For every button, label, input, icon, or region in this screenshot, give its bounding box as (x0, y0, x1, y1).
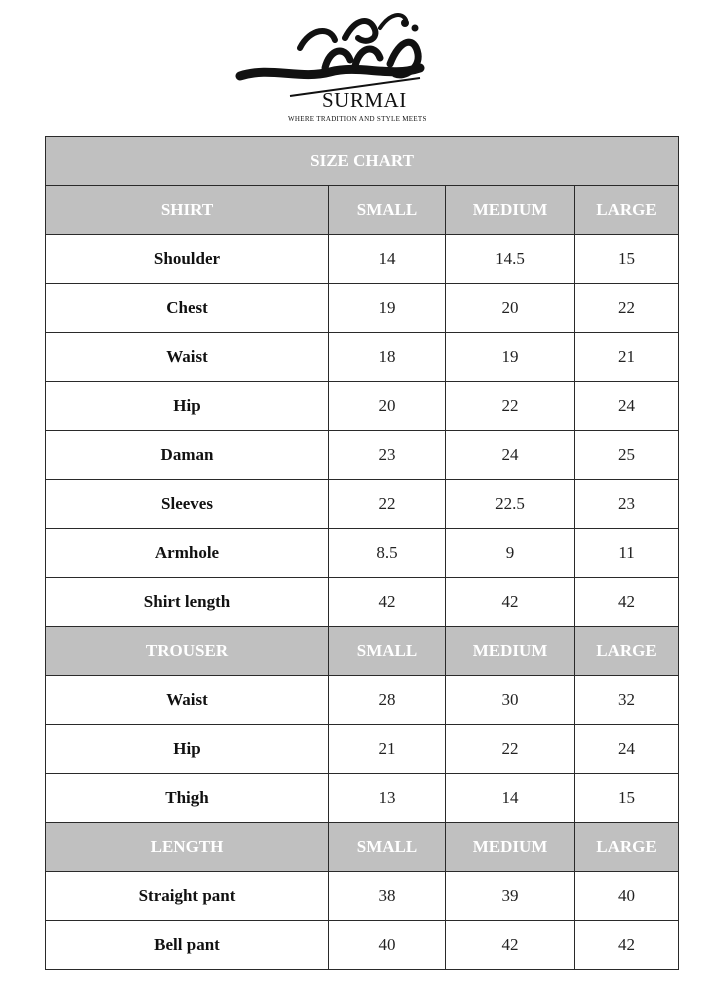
measurement-value: 14 (329, 235, 446, 284)
brand-logo (230, 8, 490, 128)
table-row (46, 529, 679, 578)
measurement-label: Thigh (46, 774, 329, 823)
measurement-value: 22 (575, 284, 679, 333)
measurement-value: 21 (575, 333, 679, 382)
measurement-value: 23 (329, 431, 446, 480)
size-column-header: MEDIUM (446, 823, 575, 872)
section-title: LENGTH (46, 823, 329, 872)
measurement-value: 42 (575, 578, 679, 627)
measurement-value: 42 (446, 921, 575, 970)
measurement-value: 19 (329, 284, 446, 333)
measurement-value: 13 (329, 774, 446, 823)
measurement-value: 11 (575, 529, 679, 578)
measurement-value: 38 (329, 872, 446, 921)
measurement-value: 23 (575, 480, 679, 529)
size-column-header: MEDIUM (446, 627, 575, 676)
table-row (46, 725, 679, 774)
table-row (46, 921, 679, 970)
measurement-value: 14 (446, 774, 575, 823)
table-row (46, 480, 679, 529)
size-column-header: MEDIUM (446, 186, 575, 235)
table-row (46, 676, 679, 725)
section-header-row (46, 186, 679, 235)
measurement-value: 25 (575, 431, 679, 480)
measurement-value: 8.5 (329, 529, 446, 578)
measurement-value: 22 (446, 382, 575, 431)
table-row (46, 333, 679, 382)
measurement-value: 15 (575, 774, 679, 823)
measurement-label: Hip (46, 725, 329, 774)
measurement-label: Shoulder (46, 235, 329, 284)
size-column-header: SMALL (329, 186, 446, 235)
table-row (46, 872, 679, 921)
brand-tagline: WHERE TRADITION AND STYLE MEETS (288, 115, 427, 123)
size-column-header: SMALL (329, 823, 446, 872)
table-row (46, 235, 679, 284)
measurement-value: 39 (446, 872, 575, 921)
section-title: TROUSER (46, 627, 329, 676)
table-row (46, 431, 679, 480)
measurement-value: 24 (575, 382, 679, 431)
measurement-value: 20 (446, 284, 575, 333)
measurement-value: 40 (575, 872, 679, 921)
size-column-header: SMALL (329, 627, 446, 676)
measurement-value: 30 (446, 676, 575, 725)
measurement-value: 18 (329, 333, 446, 382)
measurement-value: 42 (329, 578, 446, 627)
measurement-value: 9 (446, 529, 575, 578)
measurement-value: 24 (575, 725, 679, 774)
measurement-value: 32 (575, 676, 679, 725)
brand-name: SURMAI (322, 88, 407, 112)
size-column-header: LARGE (575, 627, 679, 676)
measurement-value: 28 (329, 676, 446, 725)
measurement-label: Chest (46, 284, 329, 333)
measurement-value: 19 (446, 333, 575, 382)
measurement-label: Sleeves (46, 480, 329, 529)
table-row (46, 578, 679, 627)
surmai-calligraphy-logo (230, 8, 490, 98)
measurement-value: 40 (329, 921, 446, 970)
section-title: SHIRT (46, 186, 329, 235)
table-row (46, 284, 679, 333)
measurement-value: 14.5 (446, 235, 575, 284)
measurement-label: Waist (46, 333, 329, 382)
measurement-label: Hip (46, 382, 329, 431)
measurement-value: 21 (329, 725, 446, 774)
measurement-label: Daman (46, 431, 329, 480)
measurement-value: 42 (575, 921, 679, 970)
measurement-value: 22 (446, 725, 575, 774)
size-column-header: LARGE (575, 186, 679, 235)
section-header-row (46, 823, 679, 872)
size-chart-table (45, 136, 679, 970)
section-header-row (46, 627, 679, 676)
measurement-label: Armhole (46, 529, 329, 578)
measurement-value: 42 (446, 578, 575, 627)
measurement-label: Shirt length (46, 578, 329, 627)
size-chart (45, 136, 678, 970)
measurement-value: 22.5 (446, 480, 575, 529)
table-row (46, 382, 679, 431)
measurement-label: Waist (46, 676, 329, 725)
measurement-label: Bell pant (46, 921, 329, 970)
measurement-value: 22 (329, 480, 446, 529)
measurement-value: 15 (575, 235, 679, 284)
size-chart-title-row (46, 137, 679, 186)
size-column-header: LARGE (575, 823, 679, 872)
measurement-value: 24 (446, 431, 575, 480)
measurement-label: Straight pant (46, 872, 329, 921)
table-row (46, 774, 679, 823)
size-chart-title: SIZE CHART (46, 137, 679, 186)
measurement-value: 20 (329, 382, 446, 431)
